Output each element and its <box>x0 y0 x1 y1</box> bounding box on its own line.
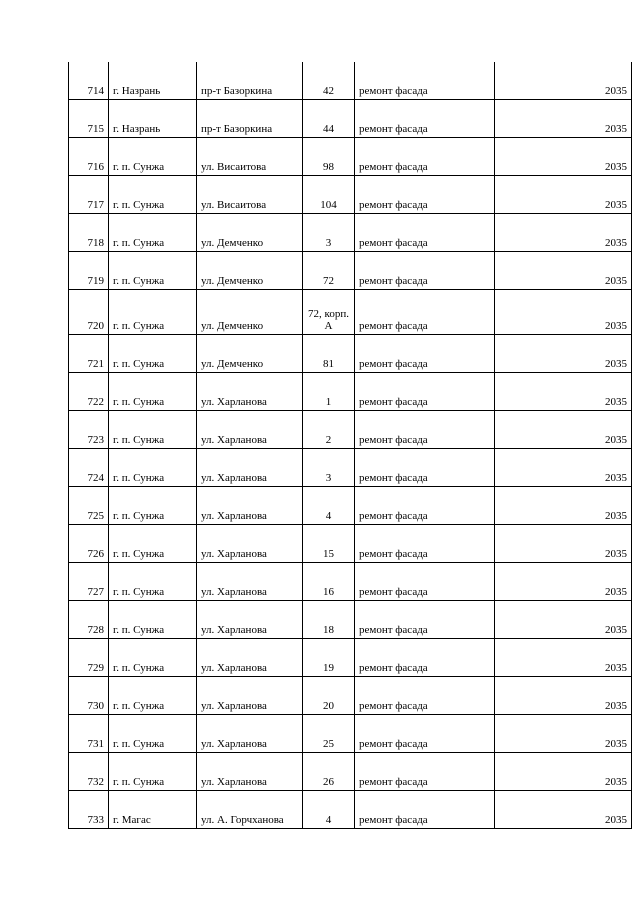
street-cell: ул. Харланова <box>197 411 303 449</box>
table-row <box>69 176 632 214</box>
table-row <box>69 411 632 449</box>
street-cell: ул. Харланова <box>197 601 303 639</box>
house-number-cell: 15 <box>303 525 355 563</box>
year-cell: 2035 <box>495 176 632 214</box>
house-number-cell: 1 <box>303 373 355 411</box>
year-cell: 2035 <box>495 449 632 487</box>
row-number-cell: 715 <box>69 100 109 138</box>
work-type-cell: ремонт фасада <box>355 214 495 252</box>
work-type-cell: ремонт фасада <box>355 335 495 373</box>
table-row <box>69 563 632 601</box>
house-number-cell: 16 <box>303 563 355 601</box>
house-number-cell: 104 <box>303 176 355 214</box>
work-type-cell: ремонт фасада <box>355 62 495 100</box>
table-row <box>69 487 632 525</box>
house-number-cell: 19 <box>303 639 355 677</box>
table-row <box>69 449 632 487</box>
house-number-cell: 3 <box>303 214 355 252</box>
row-number-cell: 732 <box>69 753 109 791</box>
work-type-cell: ремонт фасада <box>355 449 495 487</box>
settlement-cell: г. п. Сунжа <box>109 176 197 214</box>
street-cell: ул. Харланова <box>197 563 303 601</box>
street-cell: ул. Висаитова <box>197 138 303 176</box>
settlement-cell: г. Назрань <box>109 100 197 138</box>
year-cell: 2035 <box>495 214 632 252</box>
street-cell: ул. Харланова <box>197 677 303 715</box>
table-row <box>69 525 632 563</box>
street-cell: ул. Харланова <box>197 449 303 487</box>
work-type-cell: ремонт фасада <box>355 487 495 525</box>
house-number-cell: 72 <box>303 252 355 290</box>
year-cell: 2035 <box>495 487 632 525</box>
work-type-cell: ремонт фасада <box>355 176 495 214</box>
house-number-cell: 18 <box>303 601 355 639</box>
row-number-cell: 727 <box>69 563 109 601</box>
year-cell: 2035 <box>495 252 632 290</box>
row-number-cell: 719 <box>69 252 109 290</box>
house-number-cell: 4 <box>303 791 355 829</box>
work-type-cell: ремонт фасада <box>355 252 495 290</box>
year-cell: 2035 <box>495 601 632 639</box>
work-type-cell: ремонт фасада <box>355 639 495 677</box>
settlement-cell: г. п. Сунжа <box>109 487 197 525</box>
street-cell: ул. Харланова <box>197 639 303 677</box>
year-cell: 2035 <box>495 138 632 176</box>
street-cell: ул. Висаитова <box>197 176 303 214</box>
year-cell: 2035 <box>495 639 632 677</box>
year-cell: 2035 <box>495 525 632 563</box>
settlement-cell: г. Назрань <box>109 62 197 100</box>
street-cell: ул. Демченко <box>197 252 303 290</box>
row-number-cell: 716 <box>69 138 109 176</box>
row-number-cell: 731 <box>69 715 109 753</box>
year-cell: 2035 <box>495 715 632 753</box>
year-cell: 2035 <box>495 563 632 601</box>
settlement-cell: г. п. Сунжа <box>109 335 197 373</box>
street-cell: ул. Харланова <box>197 753 303 791</box>
house-number-cell: 42 <box>303 62 355 100</box>
street-cell: ул. Харланова <box>197 715 303 753</box>
row-number-cell: 722 <box>69 373 109 411</box>
work-type-cell: ремонт фасада <box>355 601 495 639</box>
house-number-cell: 81 <box>303 335 355 373</box>
table-row <box>69 138 632 176</box>
row-number-cell: 725 <box>69 487 109 525</box>
street-cell: пр-т Базоркина <box>197 62 303 100</box>
year-cell: 2035 <box>495 335 632 373</box>
table-row <box>69 62 632 100</box>
work-type-cell: ремонт фасада <box>355 138 495 176</box>
year-cell: 2035 <box>495 373 632 411</box>
row-number-cell: 720 <box>69 290 109 335</box>
table-row <box>69 601 632 639</box>
settlement-cell: г. п. Сунжа <box>109 138 197 176</box>
house-number-cell: 3 <box>303 449 355 487</box>
work-type-cell: ремонт фасада <box>355 753 495 791</box>
row-number-cell: 733 <box>69 791 109 829</box>
work-type-cell: ремонт фасада <box>355 373 495 411</box>
street-cell: ул. Харланова <box>197 525 303 563</box>
street-cell: ул. Харланова <box>197 487 303 525</box>
house-number-cell: 72, корп. А <box>303 290 355 335</box>
row-number-cell: 726 <box>69 525 109 563</box>
table-row <box>69 214 632 252</box>
row-number-cell: 728 <box>69 601 109 639</box>
work-type-cell: ремонт фасада <box>355 411 495 449</box>
year-cell: 2035 <box>495 791 632 829</box>
row-number-cell: 730 <box>69 677 109 715</box>
table-row <box>69 373 632 411</box>
street-cell: ул. А. Горчханова <box>197 791 303 829</box>
year-cell: 2035 <box>495 753 632 791</box>
table-row <box>69 639 632 677</box>
house-number-cell: 20 <box>303 677 355 715</box>
year-cell: 2035 <box>495 677 632 715</box>
settlement-cell: г. п. Сунжа <box>109 753 197 791</box>
year-cell: 2035 <box>495 62 632 100</box>
table-row <box>69 100 632 138</box>
table-row <box>69 791 632 829</box>
house-number-cell: 4 <box>303 487 355 525</box>
year-cell: 2035 <box>495 290 632 335</box>
settlement-cell: г. п. Сунжа <box>109 601 197 639</box>
street-cell: ул. Демченко <box>197 214 303 252</box>
document-table <box>68 62 632 829</box>
settlement-cell: г. п. Сунжа <box>109 373 197 411</box>
settlement-cell: г. п. Сунжа <box>109 449 197 487</box>
house-number-cell: 25 <box>303 715 355 753</box>
table-row <box>69 335 632 373</box>
street-cell: ул. Демченко <box>197 335 303 373</box>
settlement-cell: г. п. Сунжа <box>109 214 197 252</box>
settlement-cell: г. п. Сунжа <box>109 715 197 753</box>
house-number-cell: 26 <box>303 753 355 791</box>
work-type-cell: ремонт фасада <box>355 525 495 563</box>
street-cell: ул. Харланова <box>197 373 303 411</box>
work-type-cell: ремонт фасада <box>355 791 495 829</box>
row-number-cell: 729 <box>69 639 109 677</box>
work-type-cell: ремонт фасада <box>355 677 495 715</box>
table-row <box>69 753 632 791</box>
table-row <box>69 252 632 290</box>
work-type-cell: ремонт фасада <box>355 290 495 335</box>
settlement-cell: г. п. Сунжа <box>109 563 197 601</box>
row-number-cell: 717 <box>69 176 109 214</box>
street-cell: ул. Демченко <box>197 290 303 335</box>
row-number-cell: 724 <box>69 449 109 487</box>
house-number-cell: 98 <box>303 138 355 176</box>
year-cell: 2035 <box>495 100 632 138</box>
row-number-cell: 723 <box>69 411 109 449</box>
work-type-cell: ремонт фасада <box>355 563 495 601</box>
house-number-cell: 44 <box>303 100 355 138</box>
table-body <box>69 62 632 829</box>
settlement-cell: г. Магас <box>109 791 197 829</box>
work-type-cell: ремонт фасада <box>355 715 495 753</box>
row-number-cell: 718 <box>69 214 109 252</box>
settlement-cell: г. п. Сунжа <box>109 411 197 449</box>
row-number-cell: 714 <box>69 62 109 100</box>
row-number-cell: 721 <box>69 335 109 373</box>
year-cell: 2035 <box>495 411 632 449</box>
table-row <box>69 677 632 715</box>
table-row <box>69 715 632 753</box>
house-number-cell: 2 <box>303 411 355 449</box>
settlement-cell: г. п. Сунжа <box>109 639 197 677</box>
settlement-cell: г. п. Сунжа <box>109 290 197 335</box>
settlement-cell: г. п. Сунжа <box>109 677 197 715</box>
settlement-cell: г. п. Сунжа <box>109 252 197 290</box>
work-type-cell: ремонт фасада <box>355 100 495 138</box>
settlement-cell: г. п. Сунжа <box>109 525 197 563</box>
street-cell: пр-т Базоркина <box>197 100 303 138</box>
table-row <box>69 290 632 335</box>
